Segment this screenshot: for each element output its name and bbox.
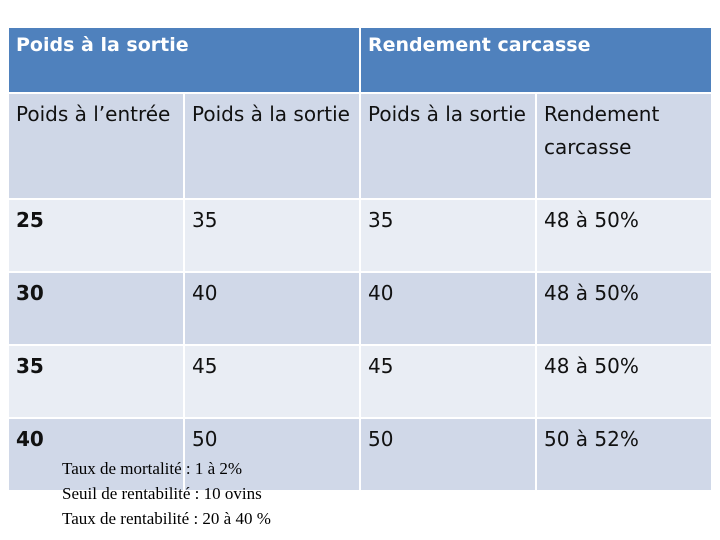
table-row bbox=[8, 345, 712, 418]
table-row bbox=[8, 272, 712, 345]
table-cell: 50 bbox=[184, 418, 360, 491]
table-cell: 45 bbox=[360, 345, 536, 418]
table-cell: 40 bbox=[8, 418, 184, 491]
table-cell: 48 à 50% bbox=[536, 199, 712, 272]
note-profitability: Taux de rentabilité : 20 à 40 % bbox=[62, 509, 271, 528]
table-cell: 50 bbox=[360, 418, 536, 491]
note-break-even: Seuil de rentabilité : 10 ovins bbox=[62, 484, 262, 503]
subheader-cell: Rendement carcasse bbox=[536, 93, 712, 199]
table-cell: 30 bbox=[8, 272, 184, 345]
table-row bbox=[8, 199, 712, 272]
table-cell: 40 bbox=[184, 272, 360, 345]
table-cell: 25 bbox=[8, 199, 184, 272]
table-cell: 45 bbox=[184, 345, 360, 418]
header-cell-right: Rendement carcasse bbox=[360, 27, 712, 93]
subheader-cell: Poids à l’entrée bbox=[8, 93, 184, 199]
data-table bbox=[7, 26, 713, 492]
data-table-container bbox=[7, 26, 711, 492]
subheader-cell: Poids à la sortie bbox=[360, 93, 536, 199]
notes-block bbox=[62, 456, 271, 531]
subheader-cell: Poids à la sortie bbox=[184, 93, 360, 199]
header-row bbox=[8, 27, 712, 93]
header-cell-left: Poids à la sortie bbox=[8, 27, 360, 93]
table-cell: 35 bbox=[184, 199, 360, 272]
table-cell: 48 à 50% bbox=[536, 272, 712, 345]
table-cell: 50 à 52% bbox=[536, 418, 712, 491]
subheader-row bbox=[8, 93, 712, 199]
table-cell: 35 bbox=[360, 199, 536, 272]
table-cell: 35 bbox=[8, 345, 184, 418]
table-cell: 48 à 50% bbox=[536, 345, 712, 418]
table-cell: 40 bbox=[360, 272, 536, 345]
note-mortality: Taux de mortalité : 1 à 2% bbox=[62, 459, 243, 478]
